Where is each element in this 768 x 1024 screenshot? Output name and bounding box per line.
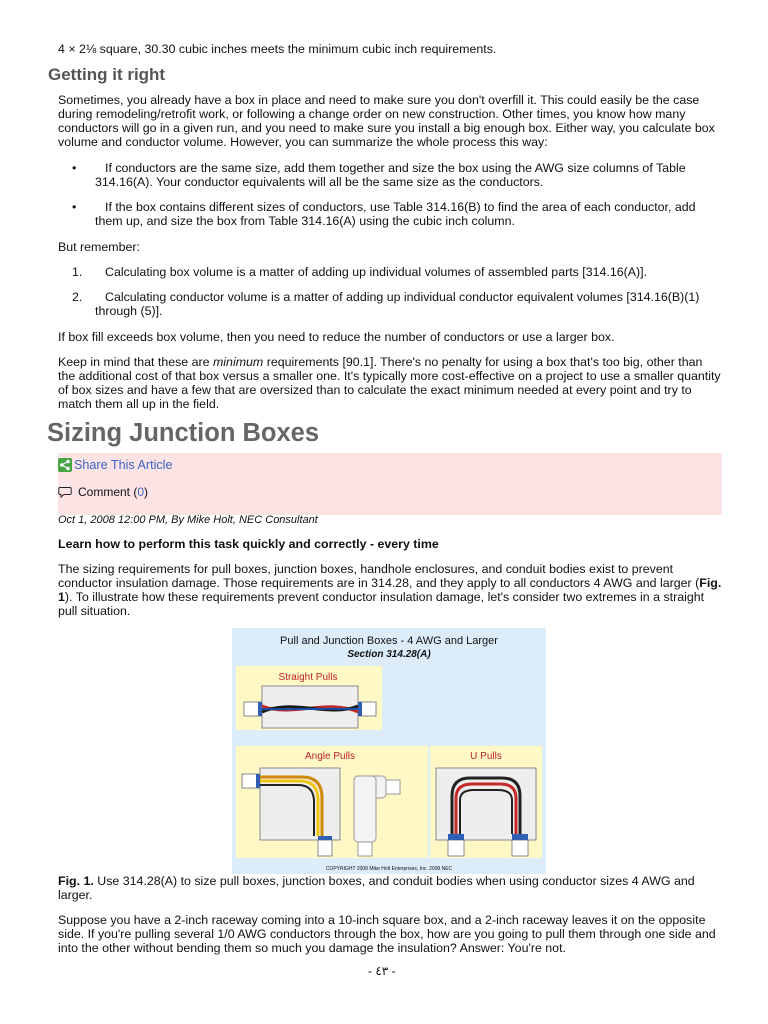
getting-right-paragraph: Sometimes, you already have a box in place and need to make sure you don't overfill it. This could easily be the case during remodeling/retrofit work, or following a change order on new construction. Other times, you know how many conductors will go in a given run, and you need to make sure you install a big enough box. Either way, you calculate box volume and conductor volume. However, you can summarize the whole process this way: [58, 93, 715, 149]
figure-1 [232, 628, 546, 874]
fig-reference: Fig. 1 [58, 576, 722, 604]
u-pulls-label: U Pulls [470, 751, 502, 762]
article-meta: Oct 1, 2008 12:00 PM, By Mike Holt, NEC Consultant [58, 514, 318, 526]
share-label: Share This Article [74, 458, 173, 472]
figure-copyright: COPYRIGHT 2008 Mike Holt Enterprises, Inc. 2008 NEC [325, 866, 453, 872]
numbered-text: Calculating box volume is a matter of adding up individual volumes of assembled parts [314.16(A)]. [105, 265, 648, 279]
minimum-requirements-paragraph: Keep in mind that these are minimum requirements [90.1]. There's no penalty for using a box that's too big, other than the additional cost of that box versus a smaller one. It's typically more cost-effective on a project to use a smaller quantity of box sizes and have a few that are oversized than to calculate the exact minimum needed at every point and try to match them all up in the field. [58, 355, 721, 411]
numbered-item [58, 290, 722, 318]
bullet-marker: • [72, 200, 77, 214]
comment-icon [58, 486, 72, 498]
getting-it-right-heading: Getting it right [48, 65, 166, 84]
article-paragraph: The sizing requirements for pull boxes, junction boxes, handhole enclosures, and conduit bodies exist to prevent conductor insulation damage. Those requirements are in 314.28, and they apply to all conductors 4 AWG and larger (Fig. 1). To illustrate how these requirements prevent conductor insulation damage, let's consider two extremes in a straight pull situation. [58, 562, 722, 618]
article-title: Sizing Junction Boxes [47, 419, 320, 447]
numbered-text: Calculating conductor volume is a matter of adding up individual conductor equivalent volumes [314.16(B)(1) through (5)]. [95, 290, 700, 318]
share-panel [58, 453, 722, 515]
box-fill-paragraph: If box fill exceeds box volume, then you need to reduce the number of conductors or use a larger box. [58, 330, 615, 344]
comment-row [58, 485, 148, 499]
caption-label: Fig. 1. [58, 874, 94, 888]
page-number: - ٤٣ - [368, 964, 396, 978]
number-marker: 2. [72, 290, 83, 304]
bullet-item [58, 161, 722, 189]
article-lead: Learn how to perform this task quickly and correctly - every time [58, 537, 439, 551]
raceway-paragraph: Suppose you have a 2-inch raceway coming into a 10-inch square box, and a 2-inch raceway leaves it on the opposite side. If you're pulling several 1/0 AWG conductors through the box, how are you going to pull them through one side and into the other without bending them so much you damage the insulation? Answer: You're not. [58, 913, 716, 955]
bullet-text: If conductors are the same size, add them together and size the box using the AWG size columns of Table 314.16(A). Your conductor equivalents will all be the same size as the conductors. [95, 161, 686, 189]
bullet-marker: • [72, 161, 77, 175]
comment-count-link[interactable]: 0 [137, 485, 145, 499]
angle-pulls-label: Angle Pulls [304, 751, 356, 762]
caption-text: Use 314.28(A) to size pull boxes, junction boxes, and conduit bodies when using conductor sizes 4 AWG and larger. [58, 874, 695, 902]
bullet-text: If the box contains different sizes of conductors, use Table 314.16(B) to find the area of each conductor, add them up, and size the box from Table 314.16(A) using the cubic inch column. [95, 200, 696, 228]
comment-label: Comment ( [78, 485, 138, 499]
intro-line: 4 × 2⅛ square, 30.30 cubic inches meets the minimum cubic inch requirements. [58, 42, 497, 56]
figure-caption [58, 874, 722, 902]
comment-close-paren: ) [144, 485, 149, 499]
bullet-item [58, 200, 722, 228]
numbered-item [58, 265, 722, 279]
straight-pulls-label: Straight Pulls [278, 672, 338, 683]
number-marker: 1. [72, 265, 83, 279]
share-icon [58, 458, 72, 472]
figure-title: Pull and Junction Boxes - 4 AWG and Larger [280, 635, 498, 647]
figure-subtitle: Section 314.28(A) [347, 649, 431, 660]
share-article-link[interactable] [58, 458, 172, 472]
but-remember-text: But remember: [58, 240, 140, 254]
pull-box-diagram [232, 628, 546, 874]
